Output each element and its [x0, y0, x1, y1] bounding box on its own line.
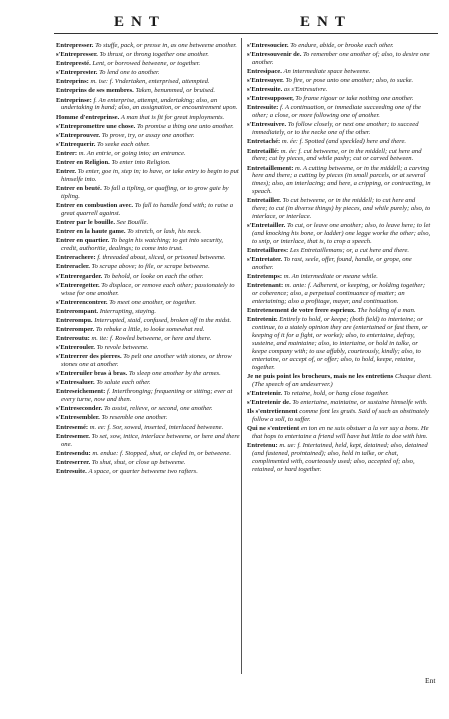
dictionary-entry — [247, 148, 432, 164]
entry-gloss: Interrupted, staid, confused, broken off in the midst. — [94, 316, 232, 324]
dictionary-entry — [247, 138, 432, 146]
entry-headword: Entretaché: — [247, 138, 281, 146]
dictionary-entry — [56, 168, 241, 184]
entry-headword: Entrer. — [56, 168, 76, 176]
entry-gloss: f. A continuation, or immediate succeeding one of the other; a close, or more following one of another. — [252, 104, 421, 120]
entry-gloss: To meet one another, or together. — [109, 298, 197, 306]
entry-headword: Entreprins de ses membres. — [56, 87, 134, 95]
entry-gloss: A space, or quarter betweene two rafters. — [88, 467, 198, 475]
entry-gloss: To behold, or looke on each the other. — [103, 272, 204, 280]
entry-gloss: To remember one another of; also, to desire one another. — [252, 51, 430, 66]
dictionary-entry — [56, 202, 241, 218]
dictionary-entry — [56, 69, 241, 77]
entry-gloss: To shut, shut, or close up betweene. — [91, 458, 186, 466]
entry-headword: s'Entrequerir. — [56, 140, 96, 148]
entry-headword: s'Entretenir de. — [247, 399, 291, 406]
entry-gloss: To endure, abide, or brooke each other. — [290, 42, 394, 49]
entry-headword: Entretaillement: — [247, 164, 294, 172]
dictionary-entry — [247, 273, 432, 281]
entry-gloss: en ton en ne suis obstuer a la ver suy a bons. He that hops to entertaine a friend will have but little to doe with him. — [252, 425, 429, 440]
entry-gloss: An intermediate space betweene. — [283, 68, 371, 76]
entry-headword: s'Entresaluer. — [56, 379, 95, 387]
entry-headword: Je ne puis point les brocheurs, mais ne les entretiens — [247, 372, 394, 380]
entry-gloss: To entertaine, maintaine, or sustaine himselfe with. — [292, 399, 428, 406]
dictionary-entry — [247, 77, 432, 85]
dictionary-entry — [247, 425, 432, 441]
entry-gloss: See Bouille. — [116, 219, 149, 227]
dictionary-entry — [247, 95, 432, 103]
entry-headword: Entretenir. — [247, 316, 278, 324]
entry-gloss: To rebuke a little, to looke somewhat red. — [95, 325, 205, 333]
header-rule — [54, 33, 438, 34]
entry-headword: Entrer: — [56, 149, 78, 157]
dictionary-entry — [247, 165, 432, 197]
dictionary-entry — [56, 159, 241, 167]
entry-gloss: To sleep one another by the armes. — [128, 370, 221, 378]
dictionary-entry — [56, 282, 241, 298]
dictionary-entry — [247, 442, 432, 474]
entry-headword: Entretenant: — [247, 282, 284, 290]
entry-headword: Homme d'entreprinse. — [56, 113, 120, 121]
dictionary-entry — [56, 379, 241, 387]
entry-headword: Entretenu: — [247, 442, 278, 450]
entry-gloss: To stretch, or lash, his neck. — [127, 228, 202, 236]
dictionary-entry — [247, 316, 432, 371]
entry-headword: s'Entreruiler bras à bras. — [56, 370, 128, 378]
entry-headword: Entrerompu. — [56, 316, 93, 324]
entry-headword: s'Entreregetter. — [56, 281, 100, 289]
right-column — [247, 42, 432, 475]
entry-headword: Entresuite: — [247, 104, 279, 112]
entry-gloss: m. ise: f. Vndertaken, enterprised, attempted. — [90, 78, 210, 86]
entry-headword: Entretaillures: — [247, 247, 289, 255]
dictionary-entry — [56, 335, 241, 343]
entry-gloss: To begin his watching; to get into security, credit, authoritie, dealings; to come into trust. — [61, 237, 224, 253]
entry-headword: Entrepresser. — [56, 42, 94, 49]
dictionary-entry — [247, 247, 432, 255]
entry-headword: Ils s'entretiennent — [247, 408, 298, 416]
entry-gloss: To seeke each other. — [97, 140, 150, 148]
dictionary-entry — [56, 326, 241, 334]
entry-headword: Entretaillé: — [247, 147, 280, 155]
dictionary-entry — [247, 307, 432, 315]
entry-gloss: To fire, or pose unto one another; also, to sucke. — [285, 77, 414, 85]
entry-gloss: To promise a thing one unto another. — [136, 122, 234, 130]
dictionary-entry — [56, 273, 241, 281]
entry-headword: Entreromper. — [56, 325, 95, 333]
entry-headword: s'Entrerencontrer. — [56, 298, 108, 306]
entry-headword: s'Entresuyer. — [247, 77, 284, 85]
entry-gloss: f. Interthronging; frequenting or sitting; ever at every turne, now and then. — [61, 388, 233, 404]
entry-headword: Entrepresté. — [56, 60, 91, 68]
dictionary-entry — [56, 185, 241, 201]
entry-headword: Entretenement de votre frere esprieux. — [247, 307, 356, 315]
entry-gloss: Entirely to hold, or keepe; (both field) to interteine; or continue, to a stately opinion they are (entertained or fast them, or keeping of it for a fight, or worke); also, to entertaine, defray, susteine, and maintaine; also, to intertaine, or hold in talke, or keepe company with; to use affably, courteously, kindly; also, to entertaine, or accept of, or offer; also, to hold, keepe, retaine, together. — [252, 316, 428, 371]
dictionary-entry — [56, 219, 241, 227]
entry-gloss: To revole betweene. — [96, 344, 149, 352]
entry-headword: Entrer en quartier. — [56, 237, 110, 245]
dictionary-entry — [56, 114, 241, 122]
entry-headword: Entreseichement: — [56, 388, 106, 396]
entry-headword: Entrer en la haute game. — [56, 228, 126, 236]
catchword: Ent — [425, 676, 436, 685]
dictionary-entry — [56, 150, 241, 158]
dictionary-entry — [247, 222, 432, 246]
dictionary-entry — [56, 450, 241, 458]
entry-gloss: To displace, or remove each other; passionately to wisse for one another. — [61, 281, 235, 297]
dictionary-entry — [56, 132, 241, 140]
entry-headword: Entretemps: — [247, 273, 283, 281]
dictionary-entry — [56, 353, 241, 369]
entry-headword: s'Entrepromettre une chose. — [56, 122, 136, 130]
entry-headword: s'Entretater. — [247, 256, 282, 264]
dictionary-entry — [247, 197, 432, 221]
entry-headword: s'Entresupposer, — [247, 95, 294, 103]
dictionary-entry — [56, 308, 241, 316]
entry-gloss: m. ite: f. Rowled betweene, or here and there. — [91, 334, 212, 342]
dictionary-entry — [247, 42, 432, 50]
dictionary-entry — [56, 51, 241, 59]
entry-gloss: To scrape above; to file, or scrape betweene. — [91, 263, 210, 271]
running-header — [54, 14, 438, 34]
dictionary-entry — [247, 256, 432, 272]
dictionary-entry — [56, 370, 241, 378]
dictionary-entry — [56, 263, 241, 271]
entry-gloss: Les Entretaillemans; or, a cut here and there. — [289, 247, 410, 255]
dictionary-entry — [247, 373, 432, 389]
entry-gloss: The holding of a man. — [357, 307, 416, 315]
entry-gloss: To prove, try, or assay one another. — [101, 131, 195, 139]
entry-headword: s'Entresoucier. — [247, 42, 289, 49]
dictionary-entry — [247, 104, 432, 120]
dictionary-entry — [56, 405, 241, 413]
dictionary-entry — [56, 299, 241, 307]
dictionary-entry — [56, 344, 241, 352]
dictionary-entry — [56, 237, 241, 253]
entry-gloss: m. ee: f. Sor, sowed, inserted, interlaced betweene. — [89, 423, 224, 431]
entry-headword: Entretailler. — [247, 197, 281, 205]
dictionary-entry — [56, 123, 241, 131]
entry-gloss: To stuffe, pack, or presse in, as one betweene another. — [95, 42, 237, 49]
entry-gloss: f. threeaded about, sliced, or prisoned betweene. — [97, 254, 226, 262]
dictionary-entry — [56, 388, 241, 404]
left-running-head: ENT — [114, 14, 166, 30]
entry-gloss: To rast, seele, offer, found, handle, or grope, one another. — [252, 256, 412, 272]
dictionary-entry — [56, 254, 241, 262]
entry-gloss: as s'Entresuivre. — [283, 86, 328, 94]
entry-gloss: m. A cutting betweene, or in the middell; a carving here and there; a cutting by pieces (in small parcels, or at several times); also, an interlacing; and here, a cripping, or contracting, in speach. — [252, 164, 431, 196]
entry-headword: Entrer en beuté. — [56, 185, 102, 193]
entry-headword: Entresipace. — [247, 68, 282, 76]
entry-gloss: m. An entrie, or going into; an entrance. — [78, 149, 186, 157]
dictionary-entry — [247, 68, 432, 76]
entry-headword: Entrerompant. — [56, 307, 99, 315]
entry-gloss: m. endue: f. Stopped, shut, or clefed in, or betweene. — [92, 449, 231, 457]
entry-gloss: To enter, goe in, step in; to have, or take entry to begin to put himselfe into. — [61, 168, 239, 184]
entry-gloss: To fall a tipling, or quaffing, or to grow gaie by tipling. — [61, 185, 229, 201]
dictionary-entry — [247, 86, 432, 94]
entry-headword: s'Entresouvenir de. — [247, 51, 302, 59]
entry-headword: s'Entreseconder. — [56, 405, 103, 413]
entry-gloss: Lent, or borrowed betweene, or together. — [92, 60, 201, 68]
entry-gloss: To cut betweene, or in the middell; to cut here and there; to cut (in diverse things) by pieces, and while purely; also, to interlace, or interlace. — [252, 197, 431, 221]
entry-headword: Entrer en Religion. — [56, 159, 110, 167]
dictionary-entry — [247, 121, 432, 137]
dictionary-entry — [247, 408, 432, 424]
entry-headword: Entreprinse: — [56, 96, 92, 104]
entry-headword: Entreserrer. — [56, 458, 91, 466]
entry-gloss: To set, sow, intice, interlace betweene, or here and there one. — [61, 432, 240, 448]
dictionary-entry — [56, 317, 241, 325]
entry-gloss: To lend one to another. — [99, 69, 160, 77]
dictionary-entry — [56, 228, 241, 236]
entry-gloss: comme font les gruës. Said of such as obstinately follow a soll, to suffer. — [252, 408, 429, 423]
entry-gloss: f. An enterprise, attempt, undertaking; also, an undertaking in hand; also, an assignation, or encountrement upon. — [61, 96, 238, 112]
entry-gloss: To enter into Religion. — [111, 159, 171, 167]
dictionary-entry — [56, 433, 241, 449]
dictionary-entry — [247, 51, 432, 67]
entry-gloss: To cut, or leave one another; also, to leave here; to let (and knocking his bone, or ladder) one legge worke the other; also, to snip, or interlace, that is, to crop a speech. — [252, 222, 431, 246]
entry-headword: Entreroutu: — [56, 334, 90, 342]
entry-gloss: m. ante: f. Adherent, or keeping, or holding together; or coherence; also, a perpetual continuance of matter; an entertaining; also a profitage, mayer, and continuation. — [252, 282, 426, 306]
entry-headword: s'Entresuivre. — [247, 121, 287, 129]
entry-gloss: m. An intermediate or meane while. — [283, 273, 378, 281]
entry-headword: s'Entreprester. — [56, 69, 98, 77]
entry-headword: s'Entrepresser. — [56, 51, 98, 59]
entry-headword: Entresuite. — [56, 467, 87, 475]
dictionary-entry — [56, 459, 241, 467]
entry-gloss: To assist, relieve, or second, one another. — [104, 405, 213, 413]
entry-headword: Entresendu: — [56, 449, 91, 457]
entry-gloss: m. ée: f. Spotted (and speckled) here and there. — [281, 138, 407, 146]
entry-gloss: To salute each other. — [96, 379, 151, 387]
entry-gloss: To thrust, or throng together one another. — [99, 51, 209, 59]
dictionary-entry — [56, 42, 241, 50]
entry-gloss: m. ue: f. Intertained, held, kept, detained; also, detained (and fastened, prointained); also, held in talke, or chat, complimented with, courteously used; also, accepted of; also, retained, or hard together. — [252, 442, 428, 473]
entry-gloss: To retaine, hold, or hang close together. — [283, 389, 389, 397]
entry-headword: Qui ne s'entretient — [247, 425, 300, 433]
entry-headword: s'Entresuite. — [247, 86, 283, 94]
entry-gloss: To frame rigour or take nothing one another. — [295, 95, 414, 103]
entry-gloss: Taken, benummed, or bruised. — [135, 87, 216, 95]
entry-gloss: To follow closely, or next one another; to succeed immediately, or to the necke one of the other. — [252, 121, 419, 137]
right-running-head: ENT — [300, 14, 352, 30]
dictionary-entry — [247, 390, 432, 398]
entry-headword: Entrer en combustion avec. — [56, 202, 134, 210]
entry-headword: s'Entretailler. — [247, 222, 286, 230]
dictionary-entry — [56, 60, 241, 68]
entry-headword: Entrerachere: — [56, 254, 96, 262]
dictionary-entry — [56, 424, 241, 432]
dictionary-entry — [247, 399, 432, 407]
entry-headword: s'Entreprouver. — [56, 131, 101, 139]
entry-gloss: To pelt one another with stones, or throw stones one at another. — [61, 353, 232, 369]
entry-gloss: To fall to handle fond with; to raise a great quarrell against. — [61, 202, 234, 218]
dictionary-entry — [56, 468, 241, 476]
entry-headword: Entrer par le bouille. — [56, 219, 115, 227]
dictionary-entry — [56, 414, 241, 422]
entry-headword: Entreracler. — [56, 263, 90, 271]
entry-headword: Entresemé: — [56, 423, 89, 431]
entry-gloss: Chaque dient. (The speech of an undeserver.) — [252, 372, 432, 388]
entry-headword: Entreprins: — [56, 78, 89, 86]
entry-headword: s'Entrerouler. — [56, 344, 95, 352]
entry-gloss: m. ée: f. cut betweene, or in the middell; cut here and there; cut by pieces, and while pashy; cut or carved between. — [252, 147, 422, 163]
dictionary-entry — [56, 141, 241, 149]
left-column — [56, 42, 241, 477]
entry-gloss: To resemble one another. — [101, 414, 168, 422]
entry-gloss: A man that is fit for great imployments. — [120, 113, 225, 121]
dictionary-entry — [56, 78, 241, 86]
column-divider — [241, 38, 242, 674]
entry-headword: s'Entreregarder. — [56, 272, 103, 280]
entry-headword: s'Entrerrer des pierres. — [56, 353, 122, 361]
entry-headword: s'Entresembler. — [56, 414, 100, 422]
entry-headword: Entresemer. — [56, 432, 90, 440]
dictionary-entry — [56, 87, 241, 95]
dictionary-entry — [247, 282, 432, 306]
dictionary-entry — [56, 97, 241, 113]
entry-headword: s'Entretenir. — [247, 389, 282, 397]
entry-gloss: Interrupting, staying. — [99, 307, 156, 315]
